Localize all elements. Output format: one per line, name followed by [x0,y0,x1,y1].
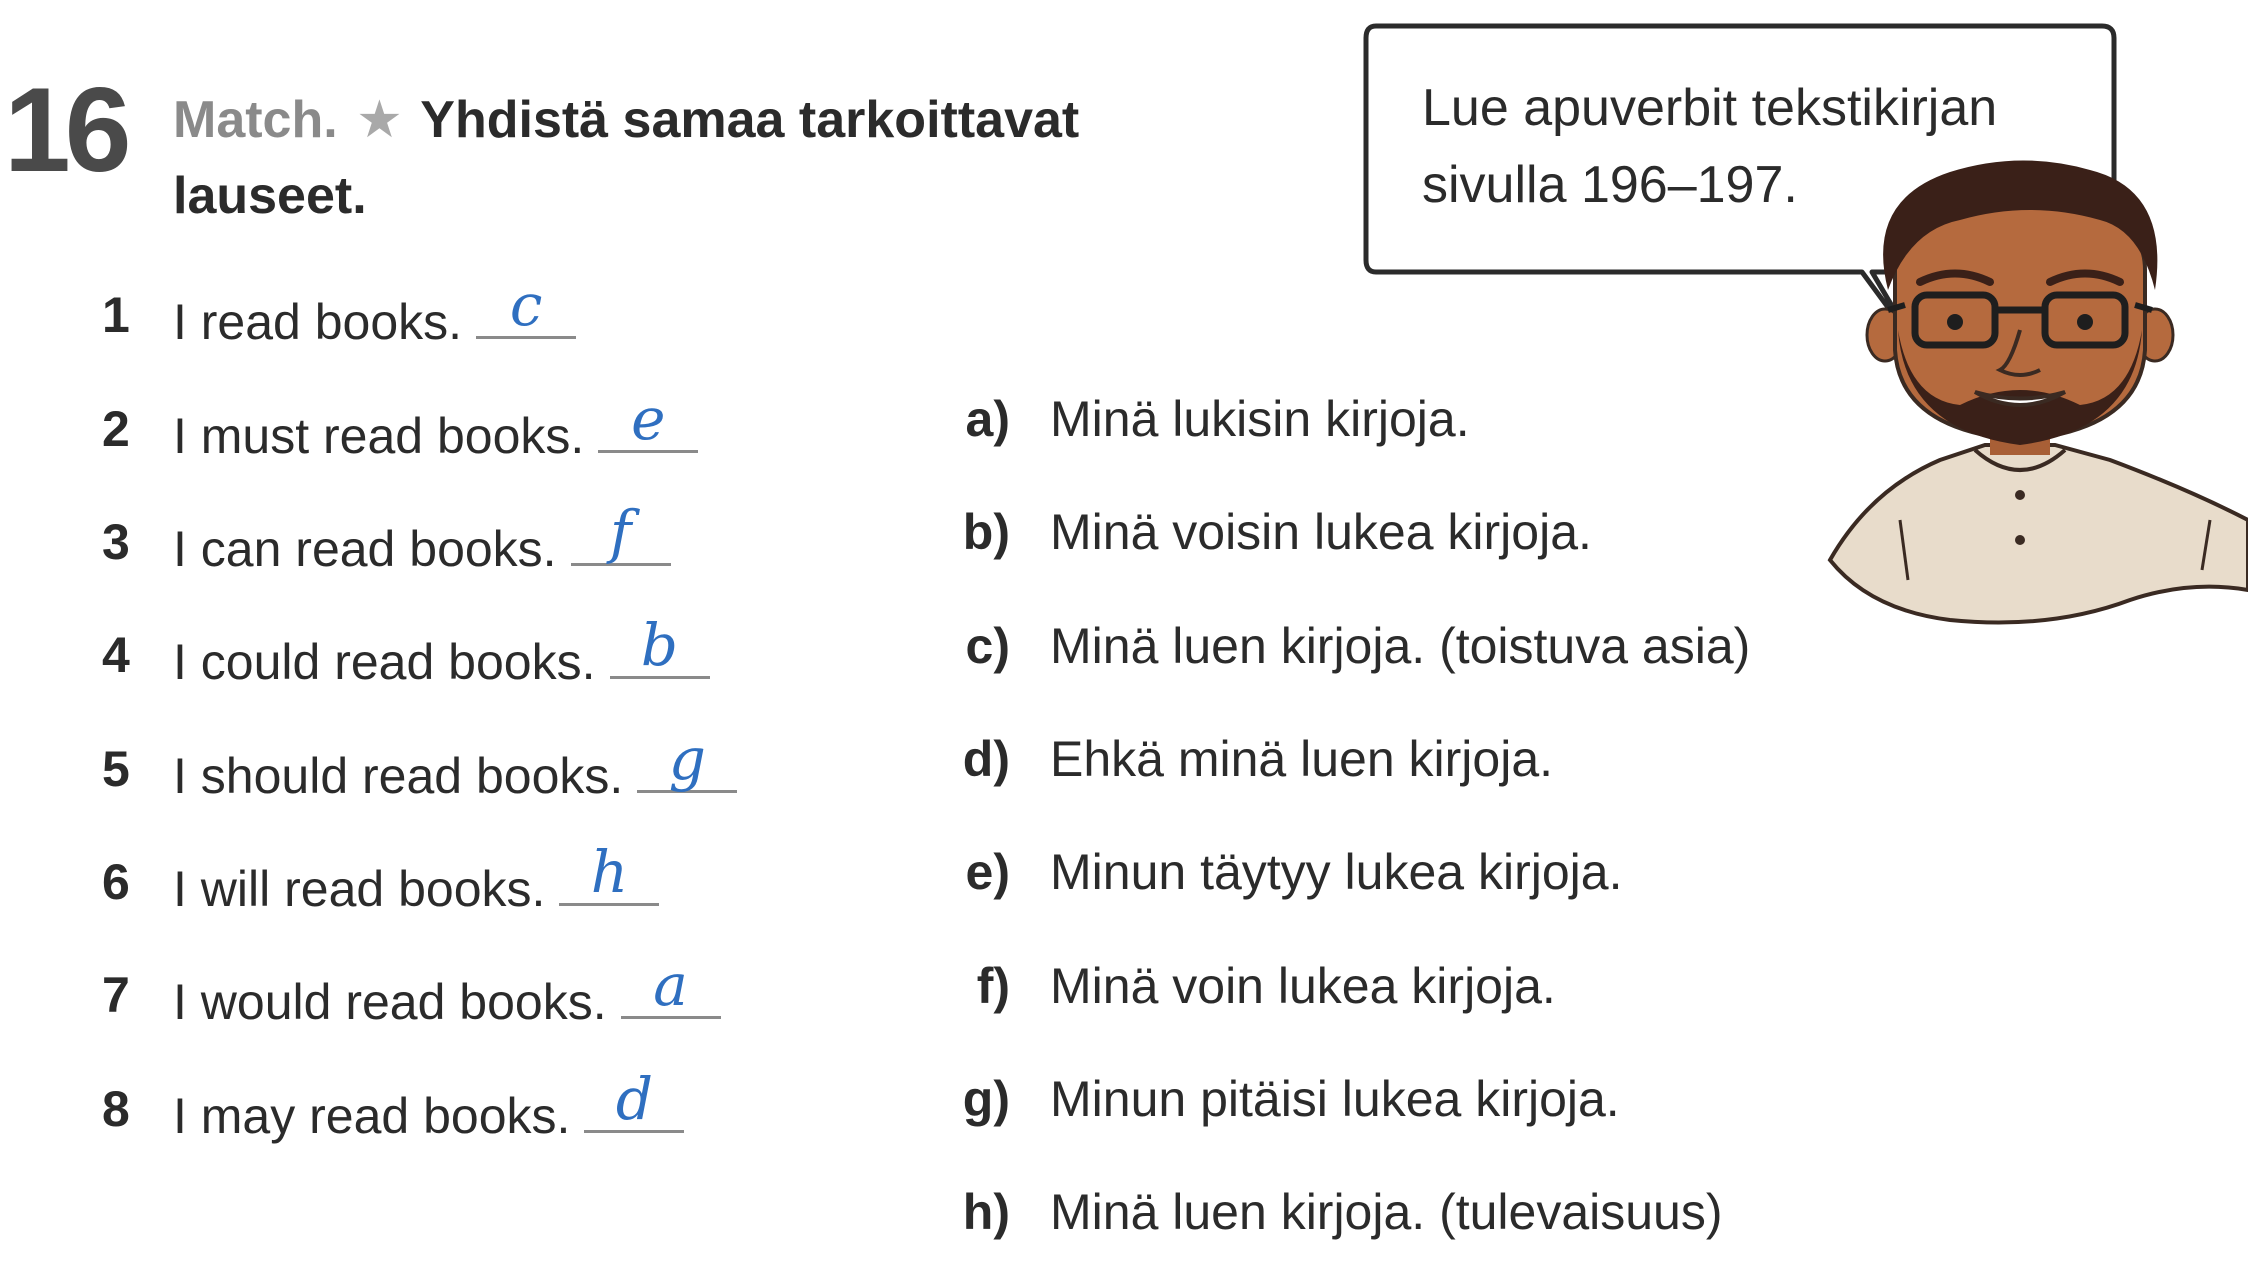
item-sentence: Minun täytyy lukea kirjoja. [1050,844,1623,900]
item-sentence: Minä voisin lukea kirjoja. [1050,504,1592,560]
answer-blank[interactable] [584,1065,684,1133]
answer-handwritten: h [590,838,629,906]
list-item [0,1065,900,1150]
answer-handwritten: c [509,271,543,339]
teacher-character-illustration [1810,160,2248,630]
list-item [0,385,900,470]
item-number: 8 [102,1081,130,1137]
list-item [0,611,900,696]
list-item [920,617,1750,675]
answer-blank[interactable] [476,271,576,339]
item-sentence: I can read books. [173,521,557,577]
answer-blank[interactable] [571,498,671,566]
answer-handwritten: a [653,951,688,1019]
answer-blank[interactable] [598,385,698,453]
instruction-english: Match. [173,91,338,149]
list-item [920,730,1553,788]
item-number: 1 [102,287,130,343]
item-sentence: I will read books. [173,861,546,917]
list-item [0,951,900,1036]
item-letter: d) [962,731,1010,787]
item-letter: f) [976,958,1010,1014]
item-letter: c) [965,618,1010,674]
list-item [0,271,900,356]
list-item [0,725,900,810]
answer-handwritten: d [615,1065,653,1133]
item-letter: b) [962,504,1010,560]
item-number: 5 [102,741,130,797]
answer-handwritten: f [609,498,632,566]
list-item [920,843,1622,901]
item-sentence: I read books. [173,294,463,350]
answer-blank[interactable] [621,951,721,1019]
list-item [920,1183,1723,1241]
exercise-instruction [173,82,1173,234]
list-item [920,390,1470,448]
item-sentence: Minun pitäisi lukea kirjoja. [1050,1071,1620,1127]
item-sentence: I may read books. [173,1088,571,1144]
item-letter: e) [965,844,1010,900]
answer-blank[interactable] [637,725,737,793]
list-item [920,1070,1620,1128]
list-item [0,838,900,923]
answer-handwritten: b [640,611,679,679]
item-sentence: I should read books. [173,748,624,804]
instruction-finnish: Yhdistä samaa tarkoittavat lauseet. [173,91,1080,225]
item-sentence: Minä lukisin kirjoja. [1050,391,1470,447]
item-number: 3 [102,514,130,570]
item-letter: a) [965,391,1010,447]
answer-blank[interactable] [610,611,710,679]
item-sentence: I could read books. [173,634,596,690]
item-sentence: Minä luen kirjoja. (toistuva asia) [1050,618,1751,674]
list-item [920,503,1592,561]
exercise-number: 16 [4,63,126,197]
bubble-line-1: Lue apuverbit tekstikirjan [1422,79,1998,137]
item-sentence: Ehkä minä luen kirjoja. [1050,731,1554,787]
list-item [0,498,900,583]
answer-handwritten: e [631,385,666,453]
item-letter: h) [962,1184,1010,1240]
item-sentence: I would read books. [173,974,607,1030]
answer-handwritten: g [668,725,706,793]
item-letter: g) [962,1071,1010,1127]
item-number: 7 [102,967,130,1023]
star-icon: ★ [356,91,403,149]
item-number: 6 [102,854,130,910]
item-number: 4 [102,627,130,683]
item-sentence: I must read books. [173,408,585,464]
list-item [920,957,1556,1015]
item-sentence: Minä luen kirjoja. (tulevaisuus) [1050,1184,1723,1240]
bubble-line-2: sivulla 196–197. [1422,156,1798,214]
answer-blank[interactable] [559,838,659,906]
item-sentence: Minä voin lukea kirjoja. [1050,958,1556,1014]
item-number: 2 [102,401,130,457]
